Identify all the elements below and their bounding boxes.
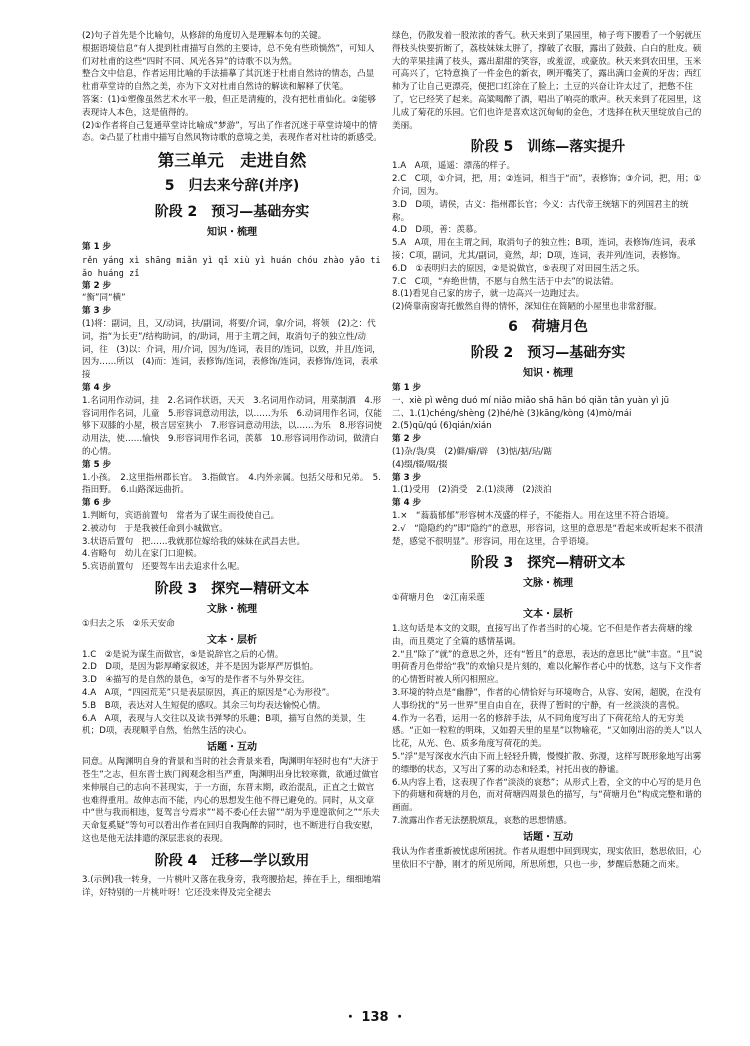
- stage-heading: 阶段 2 预习—基础夯实: [154, 204, 310, 221]
- section-subheading: 文本・层析: [207, 634, 257, 646]
- intro-line: (2)句子首先是个比喻句，从修辞的角度切入是理解本句的关键。: [82, 31, 327, 41]
- step-label: 第 4 步: [392, 498, 422, 509]
- left-column: [82, 30, 382, 899]
- section-subheading: 话题・互动: [523, 831, 573, 843]
- discussion-text: 同意。从陶渊明自身的背景和当时的社会背景来看，陶渊明年轻时也有“大济于苍生”之志，但东晋士族门阀观念相当严重，陶渊明出身比较寒微，欲通过做官来伸展自己的志向不甚现实，于一方面，东晋末期，政治混乱，正直之士做官也难得重用。故伸志而不能，内心的思想发生他不得已避免的。同时，从文章中“世与我而相违，复驾言兮焉求”“曷不委心任去留”“胡为乎遑遑欲何之”“乐夫天命复奚疑”等句可以看出作者在回归自我陶醉的同时，也不断进行自我安慰，这也是他无法排遣的深层悲哀的表现。: [82, 757, 380, 845]
- step-label: 第 1 步: [82, 242, 112, 253]
- lesson-title: 6 荷塘月色: [508, 318, 588, 335]
- pinyin-line: rěn yáng xì shāng miǎn yì qǐ xiù yì huán chóu zhào yǎo tiǎo huáng zǐ: [82, 254, 381, 278]
- stage-heading: 阶段 5 训练—落实提升: [470, 139, 626, 156]
- section-subheading: 话题・互动: [207, 742, 257, 754]
- outline-text: ①荷塘月色 ②江南采莲: [392, 593, 485, 604]
- example-text: 3.(示例)我一转身，一片桃叶又落在我身旁，我弯腰拾起，捧在手上，细细地端详，好特别的一片桃叶呀！它还没来得及完全褪去: [82, 874, 381, 898]
- step-label: 第 6 步: [82, 498, 112, 509]
- step-text: 1.× “蓊蓊郁郁”形容树木茂盛的样子，不能指人。用在这里不符合语境。 2.√ “隐隐约约”即“隐约”的意思，形容词，这里的意思是“看起来或听起来不很清楚，感觉不很明显”。形容词，用在这里，合乎语境。: [392, 510, 703, 547]
- intro-line: 根据语境信息“有人提到杜甫描写自然的主要诗，总不免有些琐惝然”，可知人们对杜甫的这些“四时不同、风光各异”的诗歌不以为然。: [82, 43, 375, 67]
- stage-heading: 阶段 3 探究—精研文本: [470, 555, 626, 572]
- step-label: 第 2 步: [392, 434, 422, 445]
- step-text: 1.小孩。 2.这里指州郡长官。 3.指做官。 4.内外亲属。包括父母和兄弟。 5.指田野。 6.山路深远曲折。: [82, 472, 381, 496]
- page-number: ・ 138 ・: [343, 1010, 407, 1025]
- step-text: 1.(1)受用 (2)消受 2.(1)淡薄 (2)淡泊: [392, 485, 552, 496]
- stage-heading: 阶段 3 探究—精研文本: [154, 580, 310, 597]
- lesson-title: 5 归去来兮辞(并序): [164, 178, 300, 195]
- step-text: (1)杂/袅/臭 (2)僻/癖/辟 (3)惦/掂/玷/踮 (4)缀/辍/啜/掇: [392, 446, 552, 470]
- right-column: [392, 30, 704, 871]
- step-label: 第 1 步: [392, 382, 422, 393]
- discussion-text: 我认为作者重新被忧虑所困扰。作者从遐想中回到现实，现实依旧，愁思依旧，心里依旧不宁静，刚才的所见所闻，所思所想，只也一步，梦醒后愁随之而来。: [392, 846, 702, 870]
- intro-answer: 答案：(1)①塑像虽然艺术水平一般，但正是清瘦的，没有把杜甫仙化。②能够表现诗人本色，这是值得的。: [82, 94, 376, 118]
- stage-heading: 阶段 2 预习—基础夯实: [470, 344, 626, 361]
- intro-block: [82, 30, 382, 145]
- unit-title: 第三单元 走进自然: [157, 151, 307, 171]
- step-text: 1.名词用作动词，挂 2.名词作状语，天天 3.名词用作动词，用菜制酒 4.形容词用作名词，儿童 5.形容词意动用法，以……为乐 6.动词用作名词，仅能够下双膝的小屋，极言居室狭小 7.形容词意动用法，以……为乐 8.形容词使动用法，使……愉快 9.形容词用作名词，羡慕 10.形容词用作动词，做清白的心情。: [82, 395, 382, 457]
- step-label: 第 2 步: [82, 280, 112, 291]
- step-text: 一、xiè pì wěng duó mí niǎo miǎo shā hān bó qiǎn tǎn yuàn yì jū 二、1.(1)chéng/shèng (2)hé/hè (3)kāng/kòng (4)mò/mái 2.(5)qū/qú (6)qián/xián: [392, 395, 670, 432]
- section-subheading: 文脉・梳理: [207, 603, 257, 615]
- step-text: “衡”同“横”: [82, 293, 126, 304]
- section-subheading: 知识・梳理: [207, 227, 257, 239]
- intro-line: 整合文中信息，作者运用比喻的手法描摹了其沉迷于杜甫自然诗的情态，凸显杜甫草堂诗的自然之美，亦为下文对杜甫自然诗的解读和解释了伏笔。: [82, 69, 375, 93]
- answer-list: 1.这句话是本文的文眼，直接写出了作者当时的心境。它不但是作者去荷塘的缘由，而且奠定了全篇的感情基调。 2.“且”除了“就”的意思之外，还有“暂且”的意思，表达的意思比“就”丰富。“且”说明荷香月色带给“我”的欢愉只是片刻的，难以化解作者心中的忧愁，这与下文作者的心情暂时被人所闪相照应。 3.环境的特点是“幽静”，作者的心情恰好与环境吻合，从容、安闲，超脱，在没有人事纷扰的“另一世界”里自由自在，获得了暂时的宁静，有一丝淡淡的喜悦。 4.作为一名看，运用一名的修辞手法，从不同角度写出了下荷花给人的无穷美感。“正如一粒粒的明珠，又如碧天里的星星”以物喻花，“又如刚出浴的美人”以人比花，从光、色、质多角度写荷花的美。 5.“浮”是写深夜水汽由下而上轻轻升腾，慢慢扩散、弥漫，这样写既形象地写出雾的缥缈的状态，又写出了雾的动态和轻柔，衬托出夜的静谧。 6.从内容上看，这表现了作者“淡淡的哀愁”；从形式上看，全文的中心写的是月色下的荷塘和荷塘的月色，而对荷塘四周景色的描写，与“荷塘月色”构成完整和谐的画面。 7.流露出作者无法摆脱烦乱，哀愁的思想情感。: [392, 624, 703, 827]
- step-label: 第 5 步: [82, 459, 112, 470]
- section-subheading: 文脉・梳理: [523, 578, 573, 590]
- section-subheading: 知识・梳理: [523, 367, 573, 379]
- step-label: 第 4 步: [82, 382, 112, 393]
- intro-answer: (2)①作者将自己复通草堂诗比喻成“梦游”，写出了作者沉迷于草堂诗境中的情态。②凸显了杜甫中描写自然风物诗歌的意境之美，表现作者对杜诗的新感受。: [82, 120, 382, 144]
- step-text: (1)将：副词，且，又/动词，扶/副词，将要/介词，拿/介词，将领 (2)之：代词，指“为长吏”/结构助词，的/助词，用于主谓之间，取消句子的独立性/动词，往 (3)以：介词，用/介词，因为/连词，表目的/连词，以致，并且/连词，因为……所以 (4)而：连词，表修饰/连词，表修饰/连词，表修饰/连词，表承接: [82, 318, 381, 381]
- step-text: 1.判断句，宾语前置句 常者为了谋生而役使自己。 2.被动句 于是我被任命到小城做官。 3.状语后置句 把……我就那位嫁给我的妹妹在武昌去世。 4.省略句 幼儿在家门口迎候。 5.宾语前置句 还要驾车出去追求什么呢。: [82, 510, 306, 573]
- stage-heading: 阶段 4 迁移—学以致用: [154, 852, 310, 869]
- answer-list: 1.A A项，遥遥：漂荡的样子。 2.C C项，①介词，把，用；②连词，相当于“而”，表修饰；③介词，把，用；①介词，因为。 3.D D项，请侯，古义：指州郡长官；今义：古代帝王统辖下的列国君主的统称。 4.D D项，善：羡慕。 5.A A项，用在主谓之间，取消句子的独立性；B项，连词，表修饰/连词，表承接；C项，副词，尤其/副词，竟然，却；D项，连词，表并列/连词，表修饰。 6.D ①表明归去的原因，②是说做官，⑤表现了对田园生活之乐。 7.C C项，“弃绝世情，不愿与自然生活于中去”的说法错。 8.(1)看见自己家的房子，就一边高兴一边跑过去。 (2)倚靠南窗寄托傲然自得的情怀，深知住在简陋的小屋里也非常舒服。: [392, 161, 702, 313]
- section-subheading: 文本・层析: [523, 609, 573, 621]
- step-label: 第 3 步: [82, 306, 112, 317]
- step-label: 第 3 步: [392, 472, 422, 483]
- continued-text: 绿色，仍散发着一股浓浓的香气。秋天来到了果园里，柿子弯下腰看了一个躬就压得枝头快要折断了，荔枝妹妹太胖了，撑破了衣服，露出了鼓鼓、白白的肚皮。硕大的苹果挂满了枝头，露出甜甜的笑容，或羞涩，或豪放。秋天来到农田里，玉米可高兴了，它特意换了一件金色的新衣，咧开嘴笑了，露出满口金黄的牙齿；西红柿为了让自己更漂亮，便把口红涂在了脸上；土豆的兴奋让许太过了，把憋不住了，它已经笑了起来。高粱喝醉了酒，唱出了响亮的歌声。秋天来到了花园里，这儿成了菊花的乐园。它们也许是喜欢这沉甸甸的金色，才选择在秋天里绽放自己的美丽。: [392, 31, 702, 131]
- answer-list: 1.C ②是说为谋生而做官，⑤是说辞官之后的心情。 2.D D项，是因为影厚嵴家叙述，并不是因为影厚严厉惧怕。 3.D ④描写的是自然的景色，⑤写的是作者不与外界交往。 4.A A项，“四园荒芜”只是表层原因，真正的原因是“心为形役”。 5.B B项，表达对人生短促的感叹。其余三句均表达愉悦心情。 6.A A项，表现与人交往以及读书弹琴的乐趣；B项，描写自然的美景，生机；D项，表现顺乎自然，怡然生活的决心。: [82, 649, 366, 737]
- outline-text: ①归去之乐 ②乐天安命: [82, 618, 175, 629]
